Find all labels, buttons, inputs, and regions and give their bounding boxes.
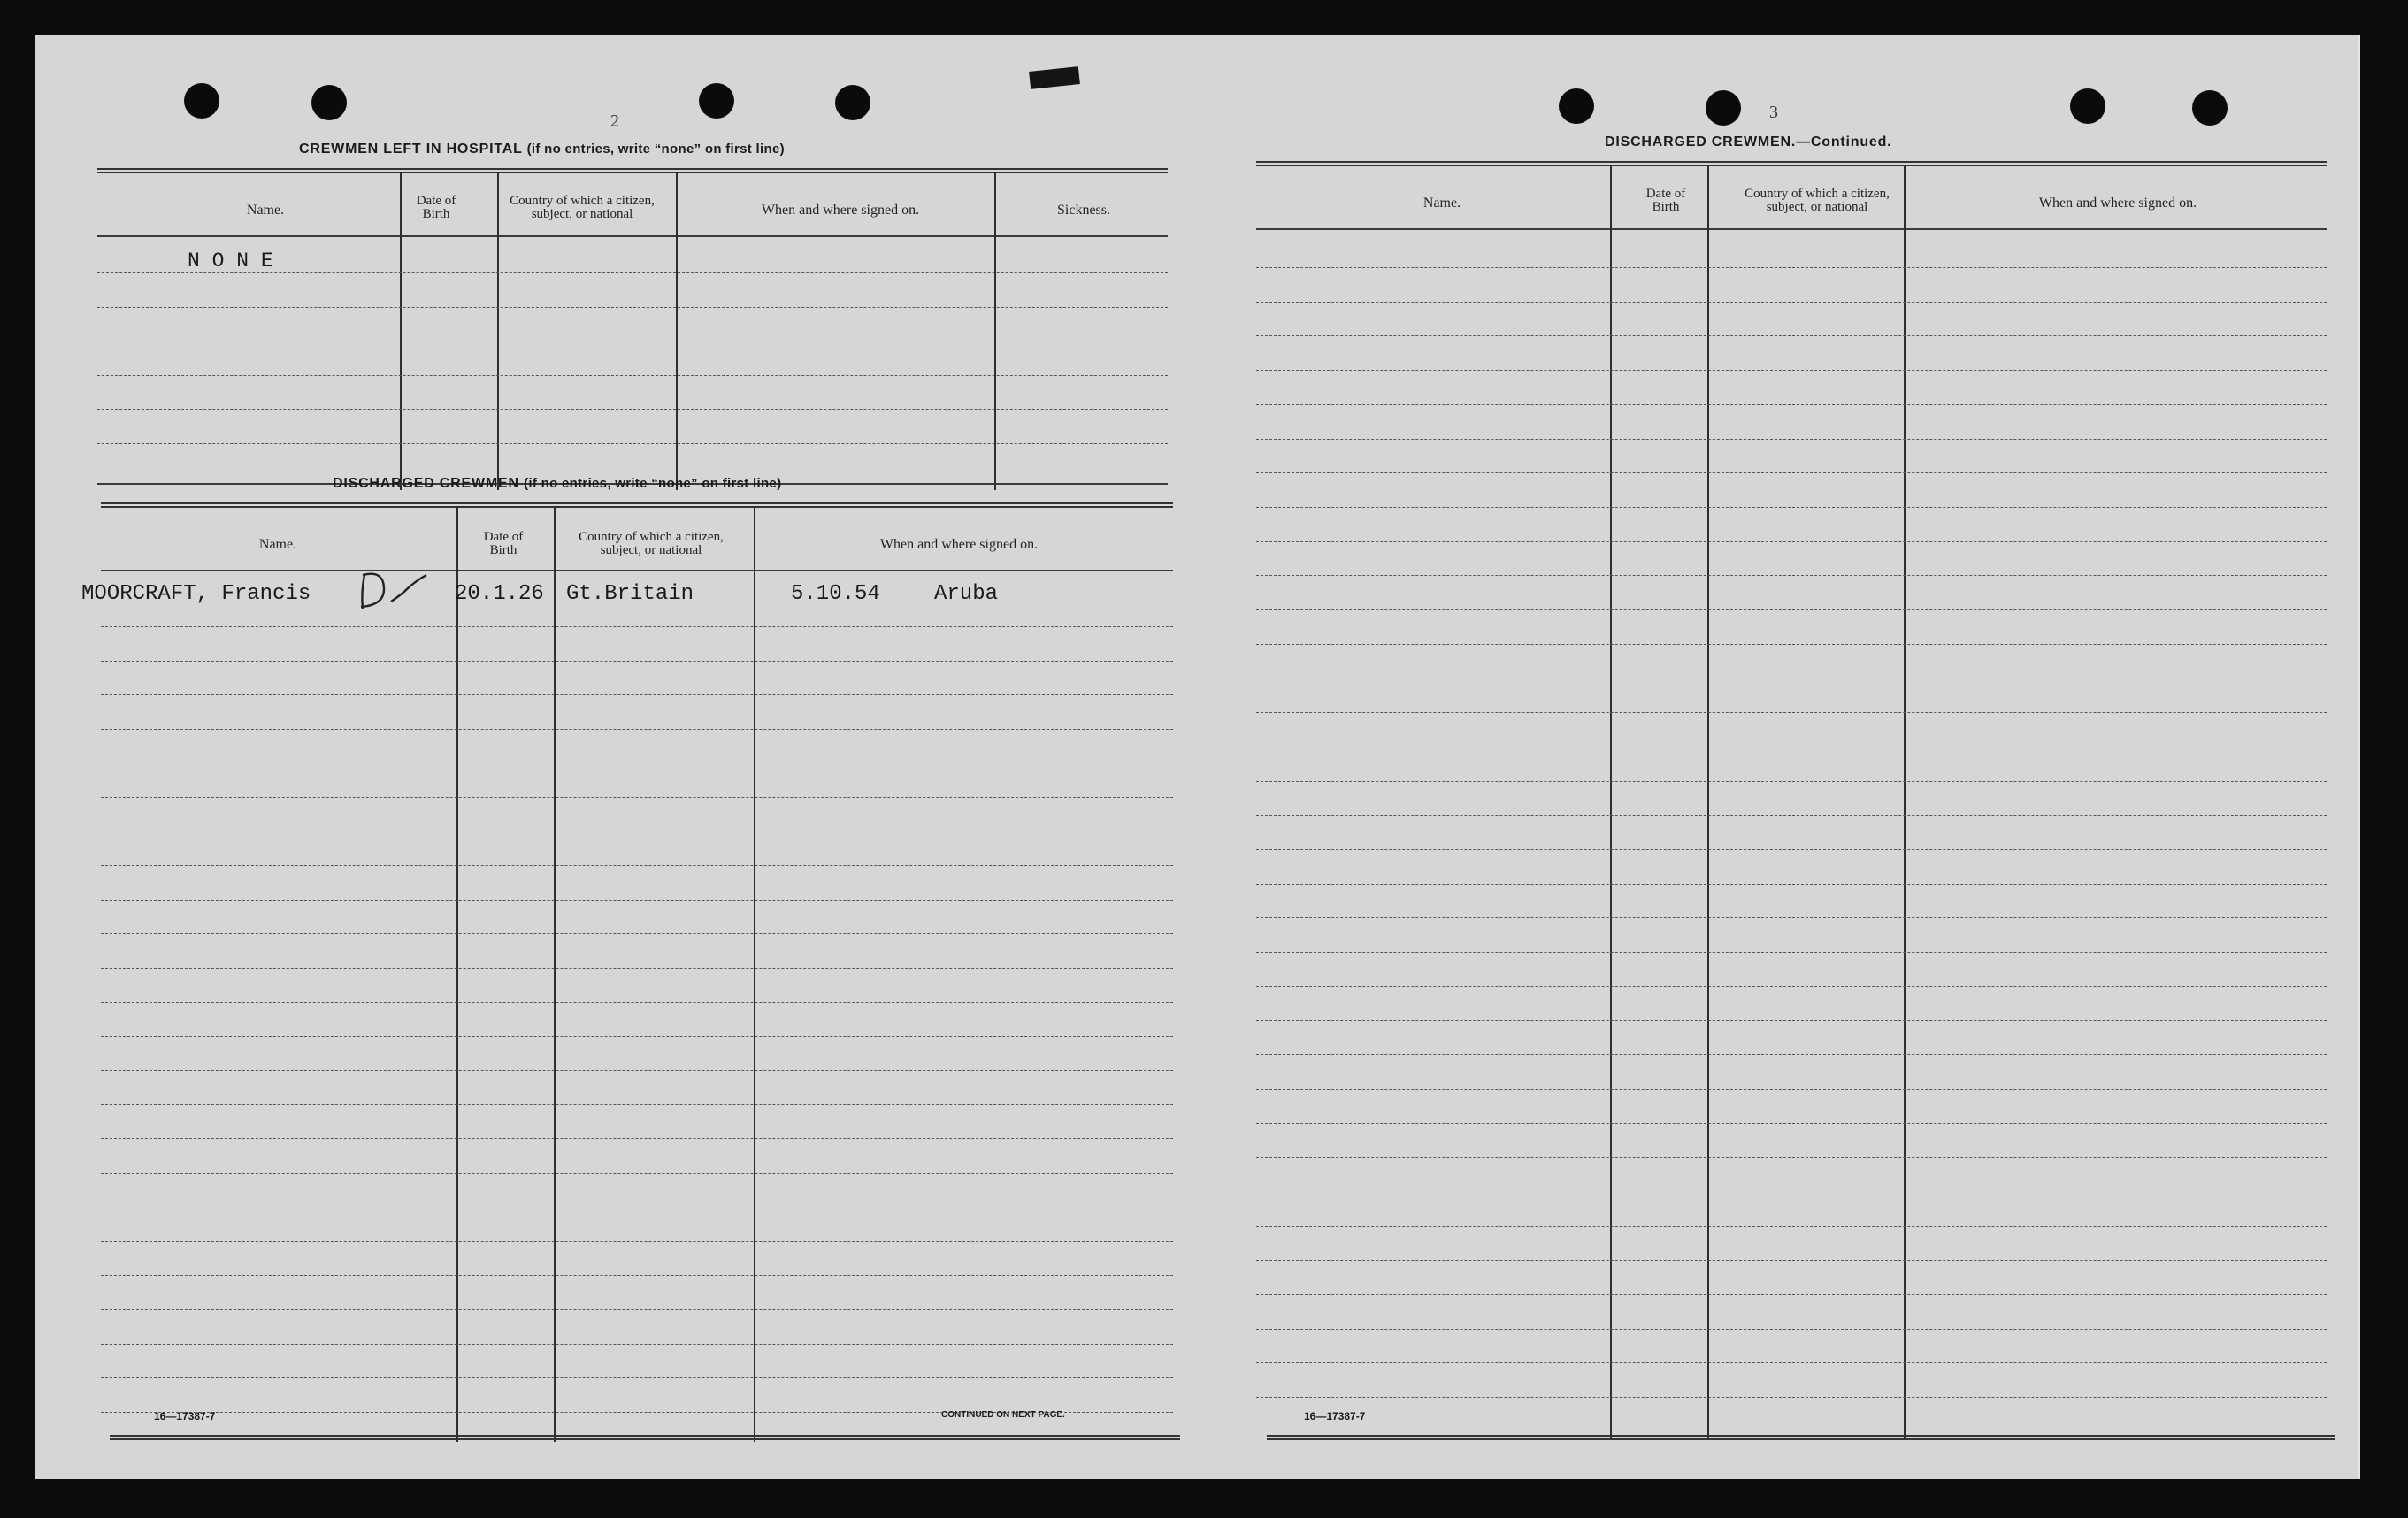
discharged-note: (if no entries, write “none” on first line) (524, 476, 782, 491)
table-row-line (1256, 1260, 2327, 1261)
discharged-col-divider (456, 508, 458, 1442)
table-row-line (97, 307, 1168, 308)
table-row-line (101, 1002, 1173, 1003)
punch-hole (2070, 88, 2105, 124)
right-header-rule (1256, 228, 2327, 230)
right-col-signed: When and where signed on. (2038, 195, 2197, 211)
table-row-line (101, 1275, 1173, 1276)
table-row-line (101, 661, 1173, 662)
punch-hole (1706, 90, 1741, 126)
ink-smudge (1029, 66, 1080, 89)
hospital-col-dob: Date of Birth (416, 194, 456, 221)
hospital-col-name: Name. (246, 202, 285, 218)
document-sheet (35, 35, 2360, 1479)
hospital-col-sickness: Sickness. (1057, 202, 1110, 218)
table-row-line (101, 1173, 1173, 1174)
right-col-divider (1707, 165, 1709, 1440)
table-row-line (1256, 952, 2327, 953)
table-row-line (1256, 1089, 2327, 1090)
crewman-place-signed: Aruba (934, 582, 999, 606)
handwritten-initial (352, 563, 432, 616)
right-col-divider (1904, 165, 1906, 1440)
table-row-line (1256, 302, 2327, 303)
table-row-line (1256, 335, 2327, 336)
punch-hole (2192, 90, 2228, 126)
punch-hole (835, 85, 870, 120)
hospital-col-signed: When and where signed on. (761, 202, 920, 218)
table-row-line (1256, 781, 2327, 782)
discharged-col-country: Country of which a citizen, subject, or national (579, 530, 724, 557)
table-row-line (101, 1036, 1173, 1037)
hospital-header-rule (97, 235, 1168, 237)
page-number: 2 (610, 111, 619, 131)
table-row-line (1256, 815, 2327, 816)
table-row-line (1256, 472, 2327, 473)
crewman-country: Gt.Britain (566, 582, 694, 606)
table-row-line (1256, 1226, 2327, 1227)
table-row-line (1256, 1397, 2327, 1398)
right-top-rule (1256, 161, 2327, 166)
right-col-country: Country of which a citizen, subject, or national (1745, 187, 1890, 214)
table-row-line (1256, 575, 2327, 576)
punch-hole (184, 83, 219, 119)
crewman-name: MOORCRAFT, Francis (81, 582, 311, 606)
table-row-line (1256, 986, 2327, 987)
table-row-line (101, 1207, 1173, 1208)
table-row-line (101, 694, 1173, 695)
table-row-line (101, 933, 1173, 934)
discharged-header-rule (101, 570, 1173, 571)
discharged-col-name: Name. (258, 536, 297, 552)
table-row-line (101, 900, 1173, 901)
table-row-line (1256, 267, 2327, 268)
table-row-line (1256, 507, 2327, 508)
hospital-top-rule (97, 168, 1168, 173)
table-row-line (101, 865, 1173, 866)
table-row-line (1256, 644, 2327, 645)
table-row-line (1256, 1362, 2327, 1363)
right-col-divider (1610, 165, 1612, 1440)
table-row-line (1256, 1157, 2327, 1158)
table-row-line (1256, 849, 2327, 850)
right-bottom-rule (1267, 1435, 2335, 1440)
table-row-line (1256, 1294, 2327, 1295)
table-row-line (1256, 370, 2327, 371)
table-row-line (1256, 917, 2327, 918)
discharged-col-divider (754, 508, 755, 1442)
table-row-line (101, 626, 1173, 627)
table-row-line (1256, 747, 2327, 748)
left-form-number: 16—17387-7 (154, 1410, 216, 1422)
table-row-line (1256, 439, 2327, 440)
table-row-line (97, 443, 1168, 444)
right-col-name: Name. (1423, 195, 1461, 211)
table-row-line (101, 1377, 1173, 1378)
table-row-line (101, 797, 1173, 798)
discharged-title-text: DISCHARGED CREWMEN (333, 476, 519, 491)
punch-hole (1559, 88, 1594, 124)
table-row-line (97, 272, 1168, 273)
table-row-line (97, 409, 1168, 410)
table-row-line (101, 1138, 1173, 1139)
table-row-line (101, 1070, 1173, 1071)
hospital-section-title (299, 142, 785, 157)
discharged-col-dob: Date of Birth (483, 530, 524, 557)
table-row-line (1256, 884, 2327, 885)
hospital-entry-none: N O N E (188, 249, 273, 272)
right-col-dob: Date of Birth (1645, 187, 1686, 214)
table-row-line (101, 1241, 1173, 1242)
punch-hole (699, 83, 734, 119)
page-number: 3 (1769, 103, 1778, 122)
table-row-line (101, 1344, 1173, 1345)
table-row-line (1256, 712, 2327, 713)
table-row-line (1256, 1123, 2327, 1124)
table-row-line (101, 1104, 1173, 1105)
continued-note: CONTINUED ON NEXT PAGE. (941, 1410, 1065, 1420)
right-form-number: 16—17387-7 (1304, 1410, 1366, 1422)
table-row-line (97, 375, 1168, 376)
table-row-line (1256, 404, 2327, 405)
table-row-line (101, 1309, 1173, 1310)
discharged-bottom-rule (110, 1435, 1180, 1440)
crewman-date-signed: 5.10.54 (791, 582, 880, 606)
discharged-top-rule (101, 502, 1173, 508)
table-row-line (1256, 1054, 2327, 1055)
crewman-dob: 20.1.26 (455, 582, 544, 606)
table-row-line (1256, 1020, 2327, 1021)
discharged-section-title (333, 476, 781, 492)
punch-hole (311, 85, 347, 120)
discharged-col-signed: When and where signed on. (879, 536, 1039, 552)
hospital-note: (if no entries, write “none” on first line) (526, 142, 785, 157)
discharged-col-divider (554, 508, 556, 1442)
table-row-line (1256, 1329, 2327, 1330)
hospital-title-text: CREWMEN LEFT IN HOSPITAL (299, 142, 523, 157)
hospital-col-country: Country of which a citizen, subject, or national (510, 194, 655, 221)
table-row-line (101, 968, 1173, 969)
table-row-line (1256, 541, 2327, 542)
right-section-title: DISCHARGED CREWMEN.—Continued. (1605, 134, 1892, 150)
table-row-line (101, 729, 1173, 730)
